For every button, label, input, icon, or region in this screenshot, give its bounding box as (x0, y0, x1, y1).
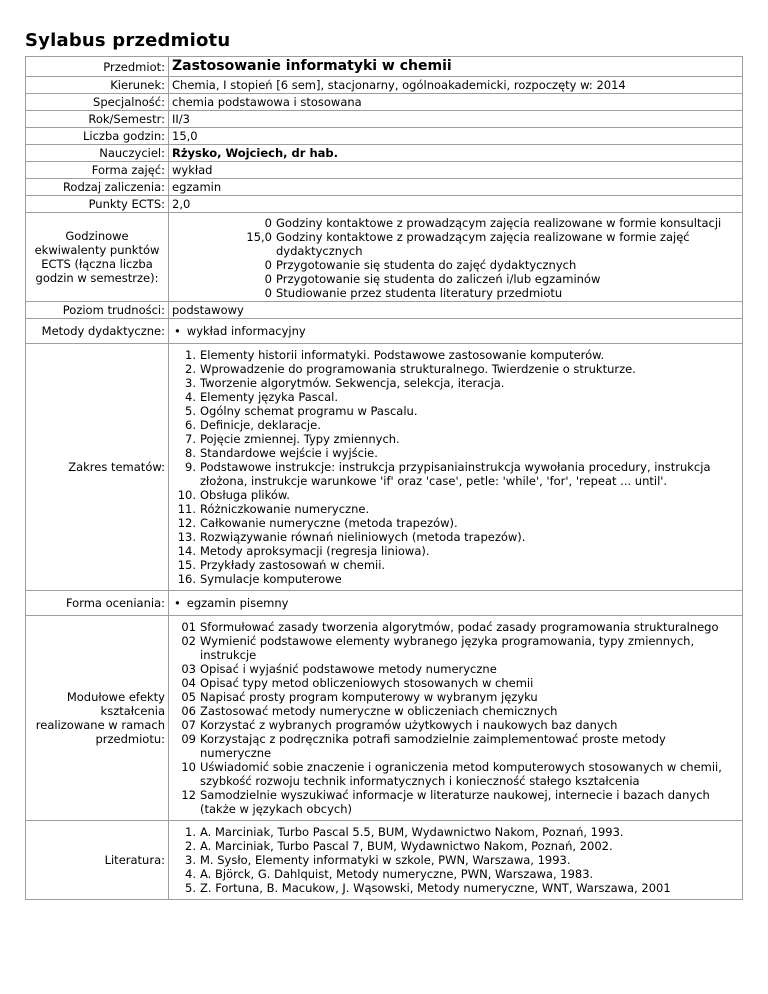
list-number: 12 (181, 788, 196, 802)
topics-list (172, 348, 739, 586)
list-item (172, 432, 739, 446)
label-literatura: Literatura: (26, 821, 169, 900)
hours-row (172, 216, 739, 230)
row-poziom (26, 302, 743, 319)
hours-list (172, 216, 739, 300)
hours-text: Studiowanie przez studenta literatury przedmiotu (276, 286, 563, 300)
list-number: 4. (185, 867, 196, 881)
list-text: Z. Fortuna, B. Macukow, J. Wąsowski, Metody numeryczne, WNT, Warszawa, 2001 (200, 881, 671, 895)
list-number: 03 (181, 662, 196, 676)
list-text: Rozwiązywanie równań nieliniowych (metoda trapezów). (200, 530, 526, 544)
list-item (172, 446, 739, 460)
list-item (172, 376, 739, 390)
row-nauczyciel (26, 145, 743, 162)
list-text: Całkowanie numeryczne (metoda trapezów). (200, 516, 458, 530)
row-efekty (26, 616, 743, 821)
list-text: Tworzenie algorytmów. Sekwencja, selekcja, iteracja. (200, 376, 505, 390)
list-number: 15. (177, 558, 196, 572)
list-number: 01 (181, 620, 196, 634)
value-nauczyciel: Rżysko, Wojciech, dr hab. (169, 145, 743, 162)
list-item (172, 839, 739, 853)
label-godzinowe: Godzinowe ekwiwalenty punktów ECTS (łączna liczba godzin w semestrze): (26, 213, 169, 302)
list-number: 1. (185, 825, 196, 839)
list-text: A. Marciniak, Turbo Pascal 5.5, BUM, Wydawnictwo Nakom, Poznań, 1993. (200, 825, 624, 839)
row-punkty-ects (26, 196, 743, 213)
list-text: Korzystając z podręcznika potrafi samodzielnie zaimplementować proste metody numeryczne (200, 732, 666, 760)
page-title: Sylabus przedmiotu (25, 30, 231, 51)
list-number: 02 (181, 634, 196, 648)
label-rok-semestr: Rok/Semestr: (26, 111, 169, 128)
value-rok-semestr: II/3 (169, 111, 743, 128)
row-godzinowe (26, 213, 743, 302)
list-item (172, 760, 739, 788)
value-forma-zajec: wykład (169, 162, 743, 179)
list-item (172, 867, 739, 881)
list-text: Elementy historii informatyki. Podstawowe zastosowanie komputerów. (200, 348, 605, 362)
value-literatura (169, 821, 743, 900)
row-specjalnosc (26, 94, 743, 111)
hours-amount: 0 (264, 258, 272, 272)
list-number: 5. (185, 404, 196, 418)
list-number: 16. (177, 572, 196, 586)
value-przedmiot: Zastosowanie informatyki w chemii (169, 57, 743, 77)
bullet-text: wykład informacyjny (186, 324, 306, 338)
list-number: 06 (181, 704, 196, 718)
list-number: 3. (185, 853, 196, 867)
outcomes-list (172, 620, 739, 816)
list-text: Zastosować metody numeryczne w obliczeniach chemicznych (200, 704, 558, 718)
list-item (172, 460, 739, 488)
list-item (172, 530, 739, 544)
row-metody (26, 319, 743, 344)
list-item (172, 662, 739, 676)
list-item (172, 881, 739, 895)
value-metody (169, 319, 743, 344)
list-text: Przykłady zastosowań w chemii. (200, 558, 386, 572)
list-text: Metody aproksymacji (regresja liniowa). (200, 544, 430, 558)
syllabus-table (25, 56, 743, 900)
list-item (172, 348, 739, 362)
value-rodzaj-zaliczenia: egzamin (169, 179, 743, 196)
list-text: Wymienić podstawowe elementy wybranego języka programowania, typy zmiennych, instrukcje (200, 634, 695, 662)
hours-row (172, 258, 739, 272)
bullet-item (172, 592, 739, 614)
list-number: 13. (177, 530, 196, 544)
list-number: 8. (185, 446, 196, 460)
list-text: M. Sysło, Elementy informatyki w szkole, PWN, Warszawa, 1993. (200, 853, 571, 867)
list-item (172, 620, 739, 634)
list-item (172, 502, 739, 516)
list-text: Różniczkowanie numeryczne. (200, 502, 370, 516)
label-liczba-godzin: Liczba godzin: (26, 128, 169, 145)
bullet-text: egzamin pisemny (186, 596, 289, 610)
list-item (172, 690, 739, 704)
list-number: 11. (177, 502, 196, 516)
list-text: Standardowe wejście i wyjście. (200, 446, 378, 460)
list-number: 09 (181, 732, 196, 746)
value-godzinowe (169, 213, 743, 302)
list-text: Pojęcie zmiennej. Typy zmiennych. (200, 432, 400, 446)
list-item (172, 572, 739, 586)
label-efekty: Modułowe efekty kształcenia realizowane w ramach przedmiotu: (26, 616, 169, 821)
row-forma-zajec (26, 162, 743, 179)
list-number: 07 (181, 718, 196, 732)
hours-row (172, 286, 739, 300)
list-item (172, 558, 739, 572)
list-text: Uświadomić sobie znaczenie i ograniczenia metod komputerowych stosowanych w chemii, szybkość rozwoju technik informatycznych i konieczność stałego kształcenia (200, 760, 722, 788)
hours-row (172, 230, 739, 258)
label-specjalnosc: Specjalność: (26, 94, 169, 111)
list-item (172, 390, 739, 404)
list-item (172, 418, 739, 432)
list-text: A. Björck, G. Dahlquist, Metody numeryczne, PWN, Warszawa, 1983. (200, 867, 594, 881)
bullet-icon: • (174, 596, 181, 610)
value-specjalnosc: chemia podstawowa i stosowana (169, 94, 743, 111)
list-text: Ogólny schemat programu w Pascalu. (200, 404, 418, 418)
hours-row (172, 272, 739, 286)
list-number: 1. (185, 348, 196, 362)
list-text: Korzystać z wybranych programów użytkowych i naukowych baz danych (200, 718, 618, 732)
list-text: Definicje, deklaracje. (200, 418, 321, 432)
literature-list (172, 825, 739, 895)
value-forma-oceniania (169, 591, 743, 616)
list-item (172, 544, 739, 558)
list-number: 05 (181, 690, 196, 704)
list-number: 12. (177, 516, 196, 530)
list-item (172, 853, 739, 867)
hours-amount: 0 (264, 216, 272, 230)
list-number: 04 (181, 676, 196, 690)
label-rodzaj-zaliczenia: Rodzaj zaliczenia: (26, 179, 169, 196)
hours-amount: 0 (264, 286, 272, 300)
value-zakres (169, 344, 743, 591)
list-item (172, 704, 739, 718)
list-number: 10. (177, 488, 196, 502)
list-number: 9. (185, 460, 196, 474)
list-text: Elementy języka Pascal. (200, 390, 339, 404)
list-number: 2. (185, 362, 196, 376)
row-rodzaj-zaliczenia (26, 179, 743, 196)
label-poziom: Poziom trudności: (26, 302, 169, 319)
list-item (172, 404, 739, 418)
list-item (172, 362, 739, 376)
list-item (172, 825, 739, 839)
list-number: 3. (185, 376, 196, 390)
label-punkty-ects: Punkty ECTS: (26, 196, 169, 213)
list-text: Opisać i wyjaśnić podstawowe metody numeryczne (200, 662, 497, 676)
list-item (172, 718, 739, 732)
value-liczba-godzin: 15,0 (169, 128, 743, 145)
list-item (172, 732, 739, 760)
row-literatura (26, 821, 743, 900)
hours-text: Przygotowanie się studenta do zaliczeń i/lub egzaminów (276, 272, 601, 286)
label-nauczyciel: Nauczyciel: (26, 145, 169, 162)
row-liczba-godzin (26, 128, 743, 145)
list-text: Opisać typy metod obliczeniowych stosowanych w chemii (200, 676, 534, 690)
list-item (172, 788, 739, 816)
value-efekty (169, 616, 743, 821)
value-kierunek: Chemia, I stopień [6 sem], stacjonarny, ogólnoakademicki, rozpoczęty w: 2014 (169, 77, 743, 94)
list-item (172, 634, 739, 662)
row-rok-semestr (26, 111, 743, 128)
label-metody: Metody dydaktyczne: (26, 319, 169, 344)
list-item (172, 676, 739, 690)
row-forma-oceniania (26, 591, 743, 616)
list-item (172, 488, 739, 502)
hours-text: Przygotowanie się studenta do zajęć dydaktycznych (276, 258, 577, 272)
list-text: Napisać prosty program komputerowy w wybranym języku (200, 690, 538, 704)
list-text: Obsługa plików. (200, 488, 290, 502)
list-number: 6. (185, 418, 196, 432)
value-punkty-ects: 2,0 (169, 196, 743, 213)
list-number: 5. (185, 881, 196, 895)
bullet-icon: • (174, 324, 181, 338)
bullet-item (172, 320, 739, 342)
list-text: Wprowadzenie do programowania strukturalnego. Twierdzenie o strukturze. (200, 362, 636, 376)
list-number: 4. (185, 390, 196, 404)
label-kierunek: Kierunek: (26, 77, 169, 94)
list-number: 2. (185, 839, 196, 853)
label-forma-oceniania: Forma oceniania: (26, 591, 169, 616)
label-forma-zajec: Forma zajęć: (26, 162, 169, 179)
hours-text: Godziny kontaktowe z prowadzącym zajęcia realizowane w formie konsultacji (276, 216, 722, 230)
list-item (172, 516, 739, 530)
hours-amount: 0 (264, 272, 272, 286)
list-number: 7. (185, 432, 196, 446)
hours-amount: 15,0 (246, 230, 272, 244)
list-text: Symulacje komputerowe (200, 572, 342, 586)
list-text: Samodzielnie wyszukiwać informacje w literaturze naukowej, internecie i bazach danych (także w językach obcych) (200, 788, 710, 816)
label-przedmiot: Przedmiot: (26, 57, 169, 77)
list-text: A. Marciniak, Turbo Pascal 7, BUM, Wydawnictwo Nakom, Poznań, 2002. (200, 839, 613, 853)
label-zakres: Zakres tematów: (26, 344, 169, 591)
row-zakres (26, 344, 743, 591)
row-kierunek (26, 77, 743, 94)
hours-text: Godziny kontaktowe z prowadzącym zajęcia realizowane w formie zajęć dydaktycznych (276, 230, 690, 258)
list-number: 14. (177, 544, 196, 558)
list-text: Sformułować zasady tworzenia algorytmów, podać zasady programowania strukturalnego (200, 620, 719, 634)
row-przedmiot (26, 57, 743, 77)
value-poziom: podstawowy (169, 302, 743, 319)
list-number: 10 (181, 760, 196, 774)
list-text: Podstawowe instrukcje: instrukcja przypisaniainstrukcja wywołania procedury, instrukcja złożona, instrukcje warunkowe 'if' oraz 'case', petle: 'while', 'for', 'repeat ... until'. (200, 460, 711, 488)
